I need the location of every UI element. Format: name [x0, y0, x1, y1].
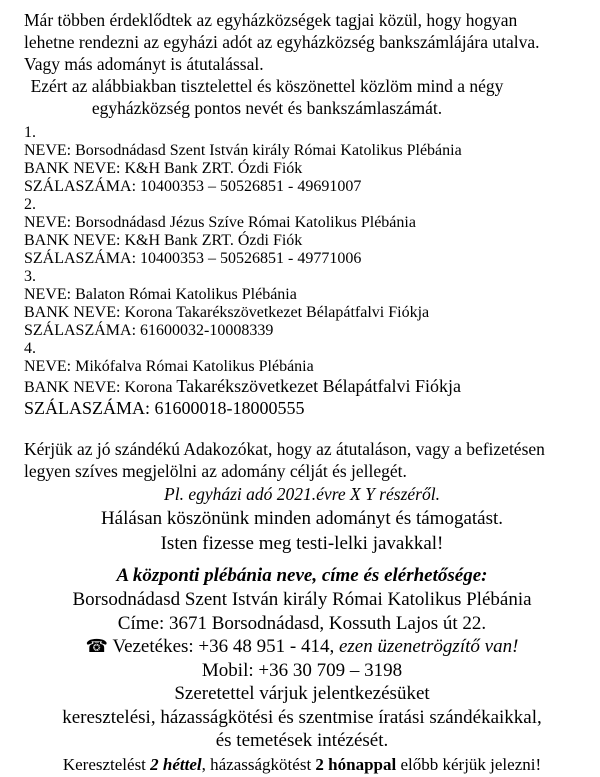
bank-name-prefix: BANK NEVE: Korona: [24, 379, 173, 396]
parish-entry-3: [24, 268, 580, 340]
closing-part-1: Keresztelést: [62, 754, 146, 774]
parish-number: 4.: [24, 340, 36, 357]
parish-entry-2: [24, 196, 580, 268]
thanks-line-2: Isten fizesse meg testi-lelki javakkal!: [160, 533, 444, 554]
intro-line-5: egyházközség pontos nevét és bankszámlaszámát.: [91, 98, 443, 118]
account-number-line: SZÁLASZÁMA: 10400353 – 50526851 - 49691007: [24, 178, 362, 195]
bank-name-line: BANK NEVE: K&H Bank ZRT. Ózdi Fiók: [24, 160, 303, 177]
donation-paragraph: [24, 438, 580, 482]
contact-mobile: Mobil: +36 30 709 – 3198: [201, 659, 403, 681]
account-number-line: SZÁLASZÁMA: 61600032-10008339: [24, 322, 274, 339]
welcome-line-3: és temetések intézését.: [215, 730, 389, 751]
parish-number: 3.: [24, 268, 36, 285]
parish-name-line: NEVE: Borsodnádasd Szent István király Római Katolikus Plébánia: [24, 142, 462, 159]
closing-part-2: , házasságkötést: [201, 754, 312, 774]
bank-name-line: BANK NEVE: K&H Bank ZRT. Ózdi Fiók: [24, 232, 303, 249]
donation-example: Pl. egyházi adó 2021.évre X Y részéről.: [164, 484, 440, 504]
contact-address: Címe: 3671 Borsodnádasd, Kossuth Lajos út 22.: [117, 612, 487, 634]
parish-entry-4: [24, 340, 580, 419]
intro-line-1: Már többen érdeklődtek az egyházközségek tagjai közül, hogy hogyan: [24, 10, 518, 30]
landline-note: ezen üzenetrögzítő van!: [338, 636, 519, 657]
contact-heading: A központi plébánia neve, címe és elérhetősége:: [116, 565, 488, 586]
closing-weeks-emphasis: 2 héttel: [150, 754, 202, 774]
contact-parish-name: Borsodnádasd Szent István király Római Katolikus Plébánia: [72, 589, 532, 610]
landline-number: Vezetékes: +36 48 951 - 414,: [112, 636, 335, 657]
thanks-line-1: Hálásan köszönünk minden adományt és támogatást.: [100, 508, 504, 529]
parish-name-line: NEVE: Balaton Római Katolikus Plébánia: [24, 286, 297, 303]
donation-line-1: Kérjük az jó szándékú Adakozókat, hogy az átutaláson, vagy a befizetésen: [24, 439, 545, 459]
intro-line-3: Vagy más adományt is átutalással.: [24, 54, 264, 74]
account-number-line: SZÁLASZÁMA: 10400353 – 50526851 - 49771006: [24, 250, 362, 267]
parish-name-line: NEVE: Borsodnádasd Jézus Szíve Római Katolikus Plébánia: [24, 214, 416, 231]
parish-list: [24, 124, 580, 419]
parish-number: 1.: [24, 124, 36, 141]
parish-number: 2.: [24, 196, 36, 213]
welcome-line-1: Szeretettel várjuk jelentkezésüket: [174, 683, 430, 704]
intro-line-4: Ezért az alábbiakban tisztelettel és köszönettel közlöm mind a négy: [30, 76, 504, 96]
telephone-icon: ☎: [85, 636, 109, 657]
donation-line-2: legyen szíves megjelölni az adomány célját és jellegét.: [24, 461, 407, 481]
welcome-line-2: keresztelési, házasságkötési és szentmise íratási szándékaikkal,: [62, 706, 542, 728]
bank-name-emphasis: Takarékszövetkezet Bélapátfalvi Fiókja: [176, 376, 462, 396]
parish-name-line: NEVE: Mikófalva Római Katolikus Plébánia: [24, 358, 314, 375]
intro-line-2: lehetne rendezni az egyházi adót az egyházközség bankszámlájára utalva.: [24, 32, 540, 52]
contact-landline: [24, 635, 580, 659]
bank-name-line: [24, 376, 580, 398]
closing-line: [24, 753, 580, 777]
closing-months-emphasis: 2 hónappal: [315, 754, 397, 774]
parish-entry-1: [24, 124, 580, 196]
account-number-line: SZÁLASZÁMA: 61600018-18000555: [24, 398, 305, 418]
closing-part-3: előbb kérjük jelezni!: [400, 754, 542, 774]
bank-name-line: BANK NEVE: Korona Takarékszövetkezet Bélapátfalvi Fiókja: [24, 304, 430, 321]
